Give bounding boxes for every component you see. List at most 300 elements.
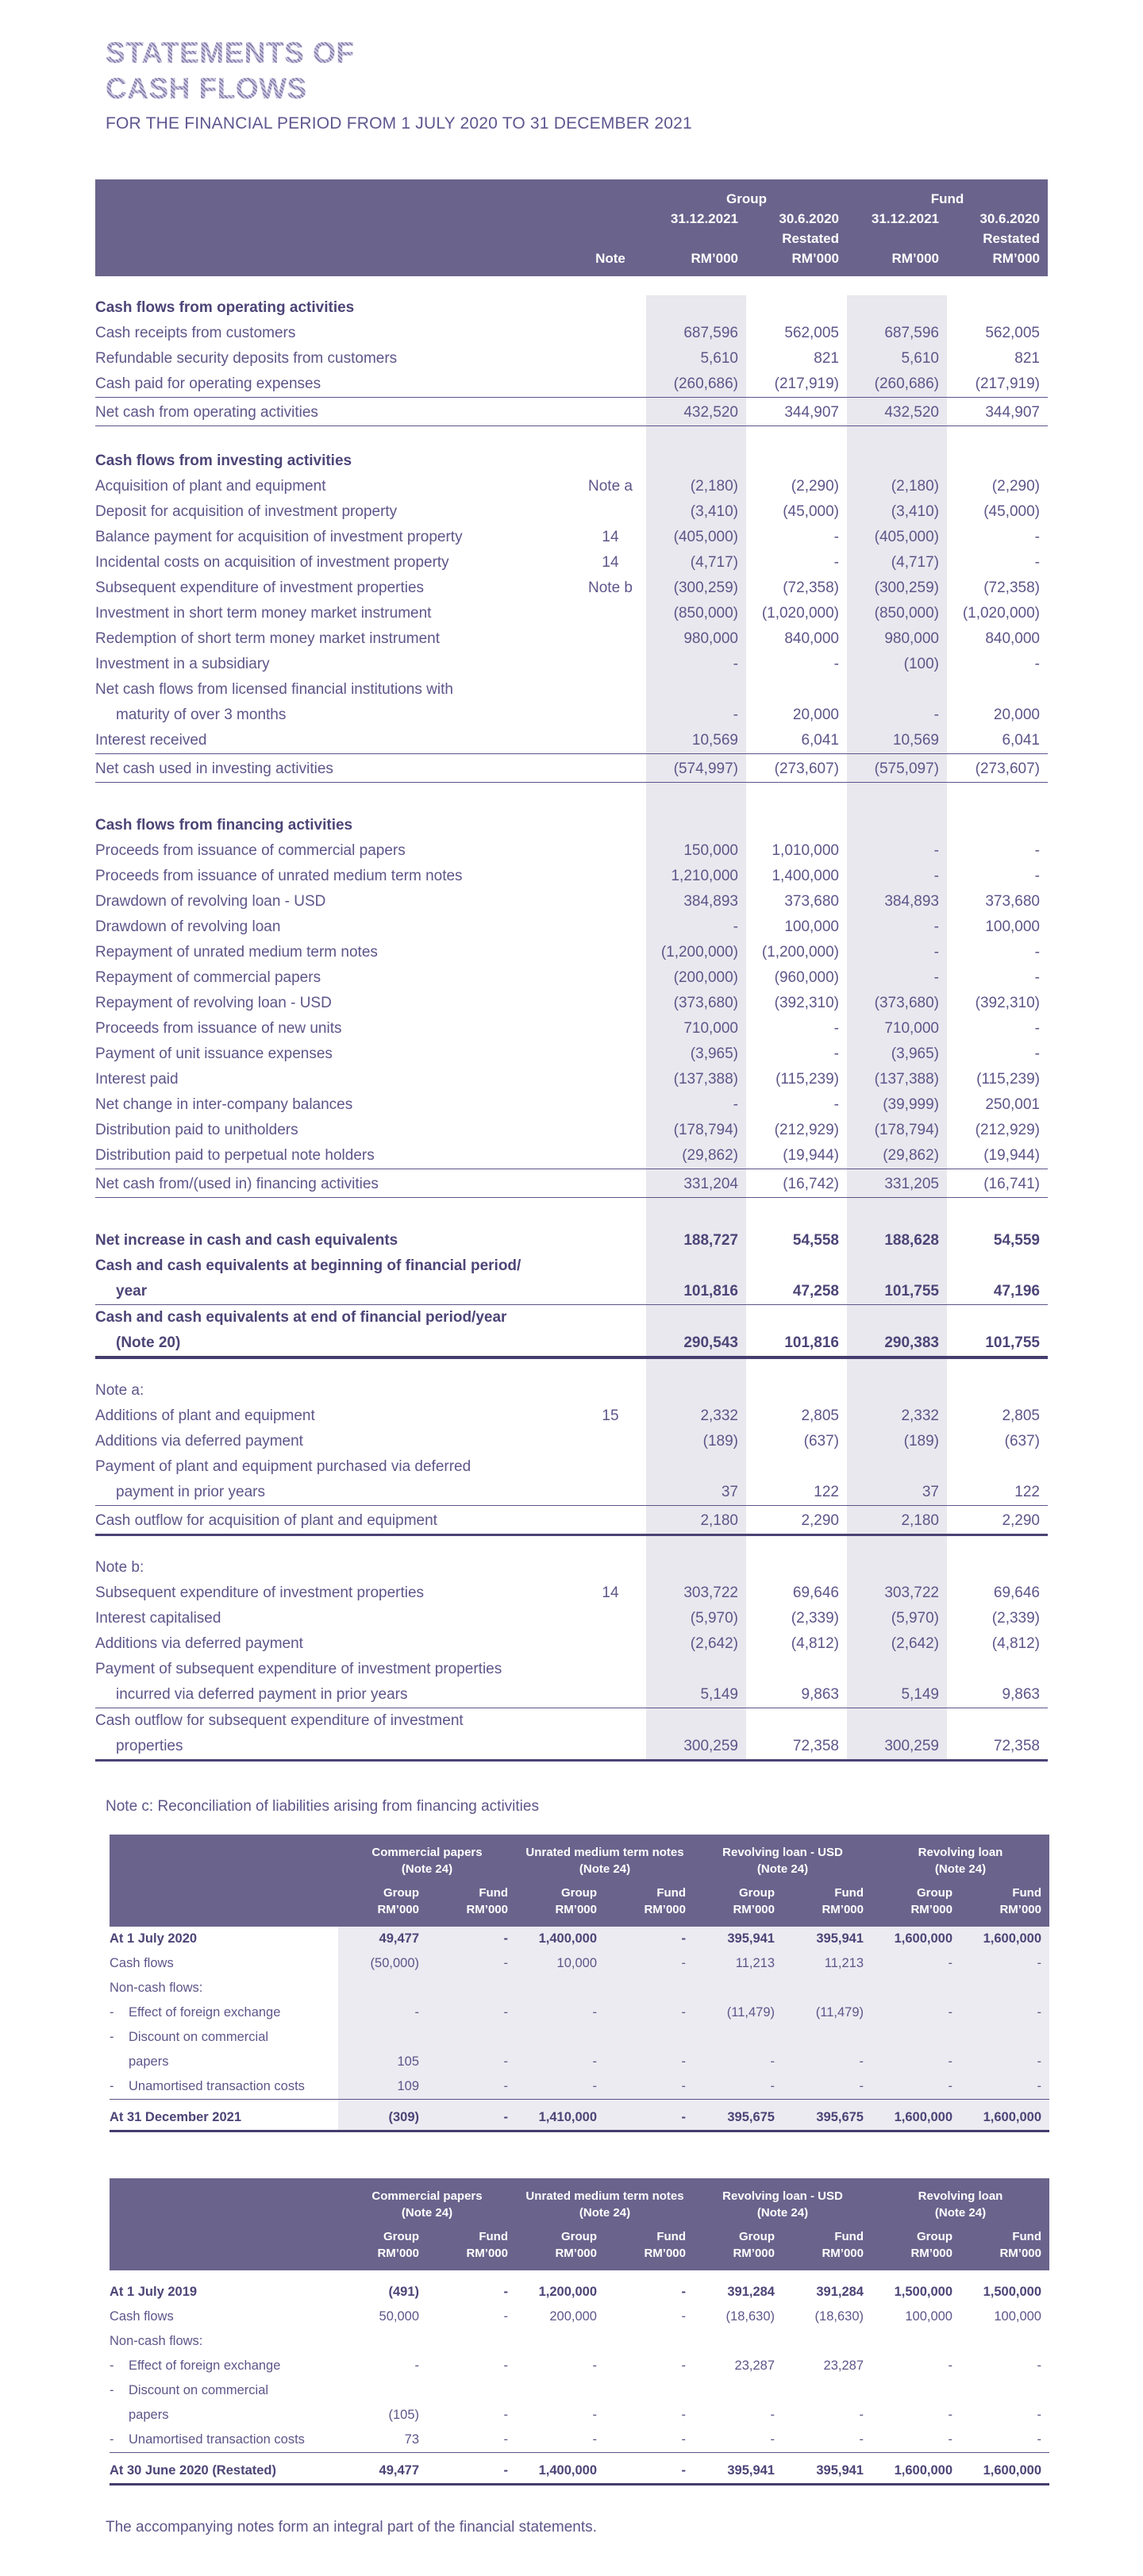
note-table-row	[110, 2354, 1049, 2378]
row-value: 373,680	[985, 893, 1040, 910]
row-value: -	[414, 2358, 419, 2373]
note-table-subcolumn: Fund RM’000	[644, 2230, 686, 2260]
row-value: -	[592, 2054, 597, 2069]
row-value: 1,400,000	[538, 1931, 597, 1946]
row-value: -	[1037, 2005, 1041, 2020]
row-label: Net change in inter-company balances	[95, 1096, 353, 1113]
row-value: 122	[814, 1484, 839, 1500]
row-value: 2,805	[801, 1407, 839, 1424]
row-value: 49,477	[379, 1931, 419, 1946]
row-value: -	[933, 944, 939, 961]
unit-label: RM’000	[791, 251, 839, 266]
row-value: (115,239)	[775, 1071, 839, 1088]
row-value: (2,290)	[791, 478, 839, 495]
row-value: (16,741)	[983, 1176, 1040, 1192]
row-label: Distribution paid to unitholders	[95, 1122, 298, 1138]
row-value: 188,628	[884, 1232, 939, 1249]
row-value: -	[933, 918, 939, 935]
bullet-dash: -	[110, 2358, 114, 2373]
note-table-header	[110, 2178, 1049, 2270]
note-column-header: Note	[595, 251, 625, 266]
note-table-col-group: Commercial papers (Note 24)	[371, 2189, 483, 2220]
row-label: Repayment of unrated medium term notes	[95, 944, 378, 961]
row-label: Cash paid for operating expenses	[95, 375, 321, 392]
row-label: Cash flows	[110, 2309, 174, 2324]
row-value: 432,520	[884, 404, 939, 421]
row-value: -	[770, 2408, 775, 2422]
row-value: -	[503, 2432, 508, 2447]
row-value: (392,310)	[774, 995, 839, 1011]
statement-section-summary	[95, 1228, 1048, 1359]
statement-header-row-groups	[95, 190, 1048, 208]
row-value: 72,358	[792, 1738, 839, 1754]
row-value: (1,200,000)	[761, 944, 839, 961]
row-value: -	[1037, 2408, 1041, 2422]
row-value: -	[1034, 656, 1040, 672]
row-value: 2,290	[1002, 1512, 1040, 1529]
row-label: Note a:	[95, 1382, 144, 1399]
row-label: At 31 December 2021	[110, 2110, 242, 2124]
statement-row	[95, 626, 1048, 652]
row-value: 109	[397, 2079, 419, 2093]
column-date: 30.6.2020	[979, 211, 1040, 226]
row-label: - Unamortised transaction costs	[110, 2074, 338, 2099]
row-label: Cash and cash equivalents at beginning of financial period/ year	[95, 1257, 521, 1300]
row-label: Deposit for acquisition of investment property	[95, 503, 398, 520]
row-value: 840,000	[985, 630, 1040, 647]
row-note: 15	[602, 1407, 619, 1424]
row-value: -	[592, 2005, 597, 2020]
row-value: 980,000	[884, 630, 939, 647]
page-title-line2: CASH FLOWS	[106, 72, 307, 105]
row-value: 10,569	[892, 732, 939, 749]
row-value: (300,259)	[874, 580, 939, 596]
row-label: Non-cash flows:	[110, 1981, 203, 1995]
row-value: (72,358)	[983, 580, 1040, 596]
row-label: Note b:	[95, 1559, 144, 1576]
note-table-row	[110, 1976, 1049, 2000]
row-value: 980,000	[683, 630, 738, 647]
row-value: (3,410)	[690, 503, 738, 520]
row-value: 23,287	[823, 2358, 864, 2373]
row-value: (850,000)	[673, 605, 738, 622]
row-value: 384,893	[884, 893, 939, 910]
row-label: - Discount on commercial papers	[110, 2025, 338, 2074]
unit-label: RM’000	[891, 251, 939, 266]
row-value: -	[933, 842, 939, 859]
statement-section-financing	[95, 813, 1048, 1198]
row-value: -	[414, 2005, 419, 2020]
row-value: -	[1034, 554, 1040, 571]
row-value: (2,339)	[991, 1610, 1040, 1627]
page-title	[106, 35, 1143, 106]
row-value: -	[1034, 944, 1040, 961]
note-c-title: Note c: Reconciliation of liabilities arising from financing activities	[106, 1798, 539, 1815]
row-value: 331,204	[683, 1176, 738, 1192]
statement-row	[95, 525, 1048, 550]
row-label: Additions via deferred payment	[95, 1635, 303, 1652]
row-value: -	[681, 2408, 686, 2422]
unit-label: RM’000	[992, 251, 1040, 266]
row-label: Proceeds from issuance of unrated medium term notes	[95, 868, 463, 884]
fund-column-header: Fund	[930, 191, 964, 206]
row-value: (2,642)	[891, 1635, 939, 1652]
row-value: 710,000	[683, 1020, 738, 1037]
row-value: -	[592, 2079, 597, 2093]
row-value: 1,600,000	[894, 2463, 952, 2478]
row-value: -	[1034, 969, 1040, 986]
statement-row	[95, 728, 1048, 753]
row-label: Investment in short term money market instrument	[95, 605, 432, 622]
column-date: 30.6.2020	[779, 211, 839, 226]
row-value: 821	[814, 350, 839, 367]
restated-label: Restated	[983, 231, 1040, 246]
row-value: 303,722	[884, 1584, 939, 1601]
note-table-subcolumn: Fund RM’000	[644, 1886, 686, 1916]
row-value: -	[1034, 529, 1040, 545]
row-label: - Effect of foreign exchange	[110, 2354, 338, 2378]
note-table-subcolumns	[110, 2228, 1049, 2262]
row-value: (115,239)	[976, 1071, 1040, 1088]
row-value: 10,000	[556, 1956, 597, 1970]
row-value: 384,893	[683, 893, 738, 910]
row-value: (4,812)	[991, 1635, 1040, 1652]
row-value: -	[503, 2408, 508, 2422]
row-label: Net cash from operating activities	[95, 404, 318, 421]
statement-row	[95, 1378, 1048, 1404]
row-label: Drawdown of revolving loan	[95, 918, 281, 935]
statement-row	[95, 449, 1048, 474]
row-value: 1,410,000	[538, 2110, 597, 2124]
row-value: -	[859, 2432, 864, 2447]
row-value: -	[859, 2408, 864, 2422]
note-table-body	[110, 1927, 1049, 2132]
row-value: -	[770, 2432, 775, 2447]
bullet-dash: -	[110, 2030, 114, 2044]
row-value: (4,812)	[791, 1635, 839, 1652]
statement-row	[95, 940, 1048, 965]
row-value: 9,863	[801, 1686, 839, 1703]
row-value: (2,642)	[690, 1635, 738, 1652]
statement-header-row-dates	[95, 210, 1048, 228]
row-label: At 30 June 2020 (Restated)	[110, 2463, 276, 2478]
note-table-col-group: Revolving loan (Note 24)	[918, 1846, 1003, 1876]
row-value: (1,200,000)	[660, 944, 738, 961]
row-value: -	[1034, 842, 1040, 859]
row-value: 20,000	[993, 707, 1040, 723]
row-value: (11,479)	[726, 2005, 775, 2020]
row-value: 373,680	[784, 893, 839, 910]
row-label: Repayment of commercial papers	[95, 969, 321, 986]
row-value: 300,259	[683, 1738, 738, 1754]
row-value: 72,358	[993, 1738, 1040, 1754]
note-table-header	[110, 1835, 1049, 1927]
row-label: Non-cash flows:	[110, 2334, 203, 2348]
statement-row	[95, 550, 1048, 576]
row-value: 73	[404, 2432, 419, 2447]
row-label: At 1 July 2020	[110, 1931, 198, 1946]
note-table-subcolumn: Fund RM’000	[999, 2230, 1041, 2260]
cash-flow-statement	[95, 179, 1048, 1762]
row-value: (3,410)	[891, 503, 939, 520]
row-label: Interest received	[95, 732, 207, 749]
statement-header-row-units	[95, 249, 1048, 268]
row-value: (260,686)	[874, 375, 939, 392]
row-value: 687,596	[884, 325, 939, 341]
row-value: -	[948, 2358, 952, 2373]
row-value: (575,097)	[874, 760, 939, 777]
row-value: -	[1034, 1020, 1040, 1037]
note-table-row	[110, 1927, 1049, 1951]
row-value: -	[859, 2079, 864, 2093]
note-table-subcolumn: Group RM’000	[555, 2230, 597, 2260]
row-value: 5,149	[901, 1686, 939, 1703]
statement-row	[95, 914, 1048, 940]
row-value: 11,213	[735, 1956, 775, 1970]
row-value: (2,180)	[690, 478, 738, 495]
row-value: -	[681, 1931, 686, 1946]
row-label: Incidental costs on acquisition of investment property	[95, 554, 449, 571]
row-value: -	[933, 868, 939, 884]
row-value: -	[681, 1956, 686, 1970]
row-value: 300,259	[884, 1738, 939, 1754]
row-value: 395,675	[816, 2110, 864, 2124]
row-label: Proceeds from issuance of commercial papers	[95, 842, 406, 859]
row-value: 11,213	[824, 1956, 864, 1970]
row-value: (960,000)	[774, 969, 839, 986]
row-value: (105)	[388, 2408, 419, 2422]
statement-section-investing	[95, 449, 1048, 783]
row-label: Payment of subsequent expenditure of investment properties incurred via deferred payment in prior years	[95, 1661, 502, 1703]
row-value: 2,180	[700, 1512, 738, 1529]
row-value: 1,600,000	[983, 2463, 1041, 2478]
row-value: (309)	[388, 2110, 419, 2124]
statement-row	[95, 1454, 1048, 1505]
row-value: 1,600,000	[894, 2110, 952, 2124]
row-label: - Discount on commercial papers	[110, 2378, 338, 2428]
row-value: (2,180)	[891, 478, 939, 495]
row-label: Additions via deferred payment	[95, 1433, 303, 1450]
row-value: -	[681, 2309, 686, 2324]
note-table-col-group: Unrated medium term notes (Note 24)	[525, 2189, 684, 2220]
row-value: 2,290	[801, 1512, 839, 1529]
row-value: -	[503, 2358, 508, 2373]
note-table-subcolumn: Fund RM’000	[466, 2230, 508, 2260]
note-table-col-groups	[110, 2188, 1049, 2221]
statement-row	[95, 1143, 1048, 1169]
row-note: 14	[602, 554, 619, 571]
row-value: -	[948, 2054, 952, 2069]
row-value: (405,000)	[874, 529, 939, 545]
note-table-row	[110, 2452, 1049, 2486]
row-value: 1,010,000	[772, 842, 839, 859]
row-value: 821	[1014, 350, 1040, 367]
row-value: 562,005	[784, 325, 839, 341]
row-value: (4,717)	[891, 554, 939, 571]
statement-row	[95, 1016, 1048, 1042]
row-value: 49,477	[379, 2463, 419, 2478]
row-value: -	[503, 1931, 508, 1946]
row-value: 200,000	[549, 2309, 597, 2324]
bullet-dash: -	[110, 2383, 114, 2397]
row-value: 69,646	[792, 1584, 839, 1601]
bullet-dash: -	[110, 2432, 114, 2447]
row-label: At 1 July 2019	[110, 2285, 198, 2299]
row-value: 100,000	[985, 918, 1040, 935]
row-label: Subsequent expenditure of investment properties	[95, 1584, 425, 1601]
row-value: (2,339)	[791, 1610, 839, 1627]
row-value: 395,675	[727, 2110, 775, 2124]
page-subtitle: FOR THE FINANCIAL PERIOD FROM 1 JULY 2020 TO 31 DECEMBER 2021	[106, 114, 692, 133]
bullet-dash: -	[110, 2005, 114, 2020]
row-value: -	[833, 529, 839, 545]
statement-row	[95, 864, 1048, 889]
note-table-row	[110, 2305, 1049, 2329]
row-value: 391,284	[816, 2285, 864, 2299]
statement-row	[95, 1505, 1048, 1536]
statement-row	[95, 1228, 1048, 1253]
row-value: -	[592, 2408, 597, 2422]
statement-row	[95, 397, 1048, 426]
statement-row	[95, 295, 1048, 321]
row-value: 303,722	[683, 1584, 738, 1601]
row-value: 395,941	[727, 2463, 775, 2478]
row-value: 5,610	[901, 350, 939, 367]
statement-row	[95, 1581, 1048, 1606]
row-value: -	[681, 2005, 686, 2020]
row-value: 101,816	[683, 1283, 738, 1300]
row-value: -	[503, 2309, 508, 2324]
row-value: -	[1037, 2054, 1041, 2069]
row-value: (212,929)	[774, 1122, 839, 1138]
row-value: 37	[922, 1484, 939, 1500]
row-value: (137,388)	[673, 1071, 738, 1088]
row-value: 6,041	[1002, 732, 1040, 749]
row-value: 250,001	[985, 1096, 1040, 1113]
note-table-row	[110, 2099, 1049, 2132]
row-value: (72,358)	[783, 580, 839, 596]
row-value: 1,600,000	[983, 1931, 1041, 1946]
statement-row	[95, 1404, 1048, 1429]
row-value: 1,500,000	[894, 2285, 952, 2299]
row-value: 6,041	[801, 732, 839, 749]
row-value: (3,965)	[891, 1045, 939, 1062]
row-value: (212,929)	[975, 1122, 1040, 1138]
statement-row	[95, 753, 1048, 783]
row-value: (39,999)	[883, 1096, 939, 1113]
row-value: (373,680)	[673, 995, 738, 1011]
row-value: (273,607)	[975, 760, 1040, 777]
statement-row	[95, 576, 1048, 601]
row-label: Payment of plant and equipment purchased via deferred payment in prior years	[95, 1458, 471, 1500]
row-label: Net increase in cash and cash equivalents	[95, 1232, 398, 1249]
row-label: Balance payment for acquisition of investment property	[95, 529, 463, 545]
row-value: 150,000	[683, 842, 738, 859]
row-value: (200,000)	[673, 969, 738, 986]
row-value: 1,200,000	[538, 2285, 597, 2299]
row-value: -	[681, 2054, 686, 2069]
row-value: -	[948, 2432, 952, 2447]
row-note: 14	[602, 1584, 619, 1601]
row-value: 2,805	[1002, 1407, 1040, 1424]
restated-label: Restated	[782, 231, 839, 246]
statement-row	[95, 965, 1048, 991]
row-value: 1,600,000	[983, 2110, 1041, 2124]
row-value: 395,941	[816, 2463, 864, 2478]
note-table-subcolumn: Fund RM’000	[999, 1886, 1041, 1916]
statement-row	[95, 499, 1048, 525]
row-value: (29,862)	[883, 1147, 939, 1164]
row-label: Cash and cash equivalents at end of financial period/year (Note 20)	[95, 1309, 507, 1351]
row-value: -	[592, 2432, 597, 2447]
page-title-line1: STATEMENTS OF	[106, 37, 355, 69]
statement-row	[95, 346, 1048, 372]
note-table-subcolumn: Fund RM’000	[466, 1886, 508, 1916]
statement-row	[95, 1118, 1048, 1143]
row-value: 101,816	[784, 1334, 839, 1351]
note-table-row	[110, 2329, 1049, 2354]
row-value: 47,196	[993, 1283, 1040, 1300]
row-value: 344,907	[985, 404, 1040, 421]
row-value: 101,755	[985, 1334, 1040, 1351]
note-table-subcolumn: Group RM’000	[377, 2230, 419, 2260]
row-value: 54,559	[993, 1232, 1040, 1249]
row-value: -	[503, 2463, 508, 2478]
row-value: (217,919)	[975, 375, 1040, 392]
row-value: (16,742)	[783, 1176, 839, 1192]
note-table-col-group: Commercial papers (Note 24)	[371, 1846, 483, 1876]
row-value: 1,400,000	[538, 2463, 597, 2478]
row-label: Repayment of revolving loan - USD	[95, 995, 332, 1011]
row-label: Redemption of short term money market instrument	[95, 630, 441, 647]
row-value: 23,287	[734, 2358, 775, 2373]
row-value: (50,000)	[370, 1956, 419, 1970]
statement-row	[95, 652, 1048, 677]
row-value: -	[592, 2358, 597, 2373]
row-note: Note b	[588, 580, 633, 596]
row-label: Investment in a subsidiary	[95, 656, 270, 672]
statement-section-note_a	[95, 1378, 1048, 1536]
row-value: -	[948, 1956, 952, 1970]
statement-row	[95, 372, 1048, 397]
row-value: 5,149	[700, 1686, 738, 1703]
row-label: Payment of unit issuance expenses	[95, 1045, 333, 1062]
row-note: 14	[602, 529, 619, 545]
row-value: 69,646	[993, 1584, 1040, 1601]
statement-row	[95, 1708, 1048, 1762]
row-label: Cash flows	[110, 1956, 174, 1970]
statement-row	[95, 1092, 1048, 1118]
row-value: 1,210,000	[671, 868, 738, 884]
note-table-subcolumn: Group RM’000	[910, 2230, 952, 2260]
note-table-row	[110, 2270, 1049, 2305]
row-label: Net cash flows from licensed financial institutions with maturity of over 3 months	[95, 681, 453, 723]
row-value: -	[933, 707, 939, 723]
row-value: 101,755	[884, 1283, 939, 1300]
row-value: 105	[397, 2054, 419, 2069]
note-table-col-group: Revolving loan - USD (Note 24)	[722, 1846, 843, 1876]
row-value: 1,400,000	[772, 868, 839, 884]
statement-row	[95, 1555, 1048, 1581]
row-value: (373,680)	[874, 995, 939, 1011]
row-value: 20,000	[792, 707, 839, 723]
statement-section-note_b	[95, 1555, 1048, 1762]
row-value: 1,500,000	[983, 2285, 1041, 2299]
row-value: -	[733, 918, 738, 935]
row-value: (5,970)	[891, 1610, 939, 1627]
row-value: -	[833, 1020, 839, 1037]
row-value: -	[833, 656, 839, 672]
